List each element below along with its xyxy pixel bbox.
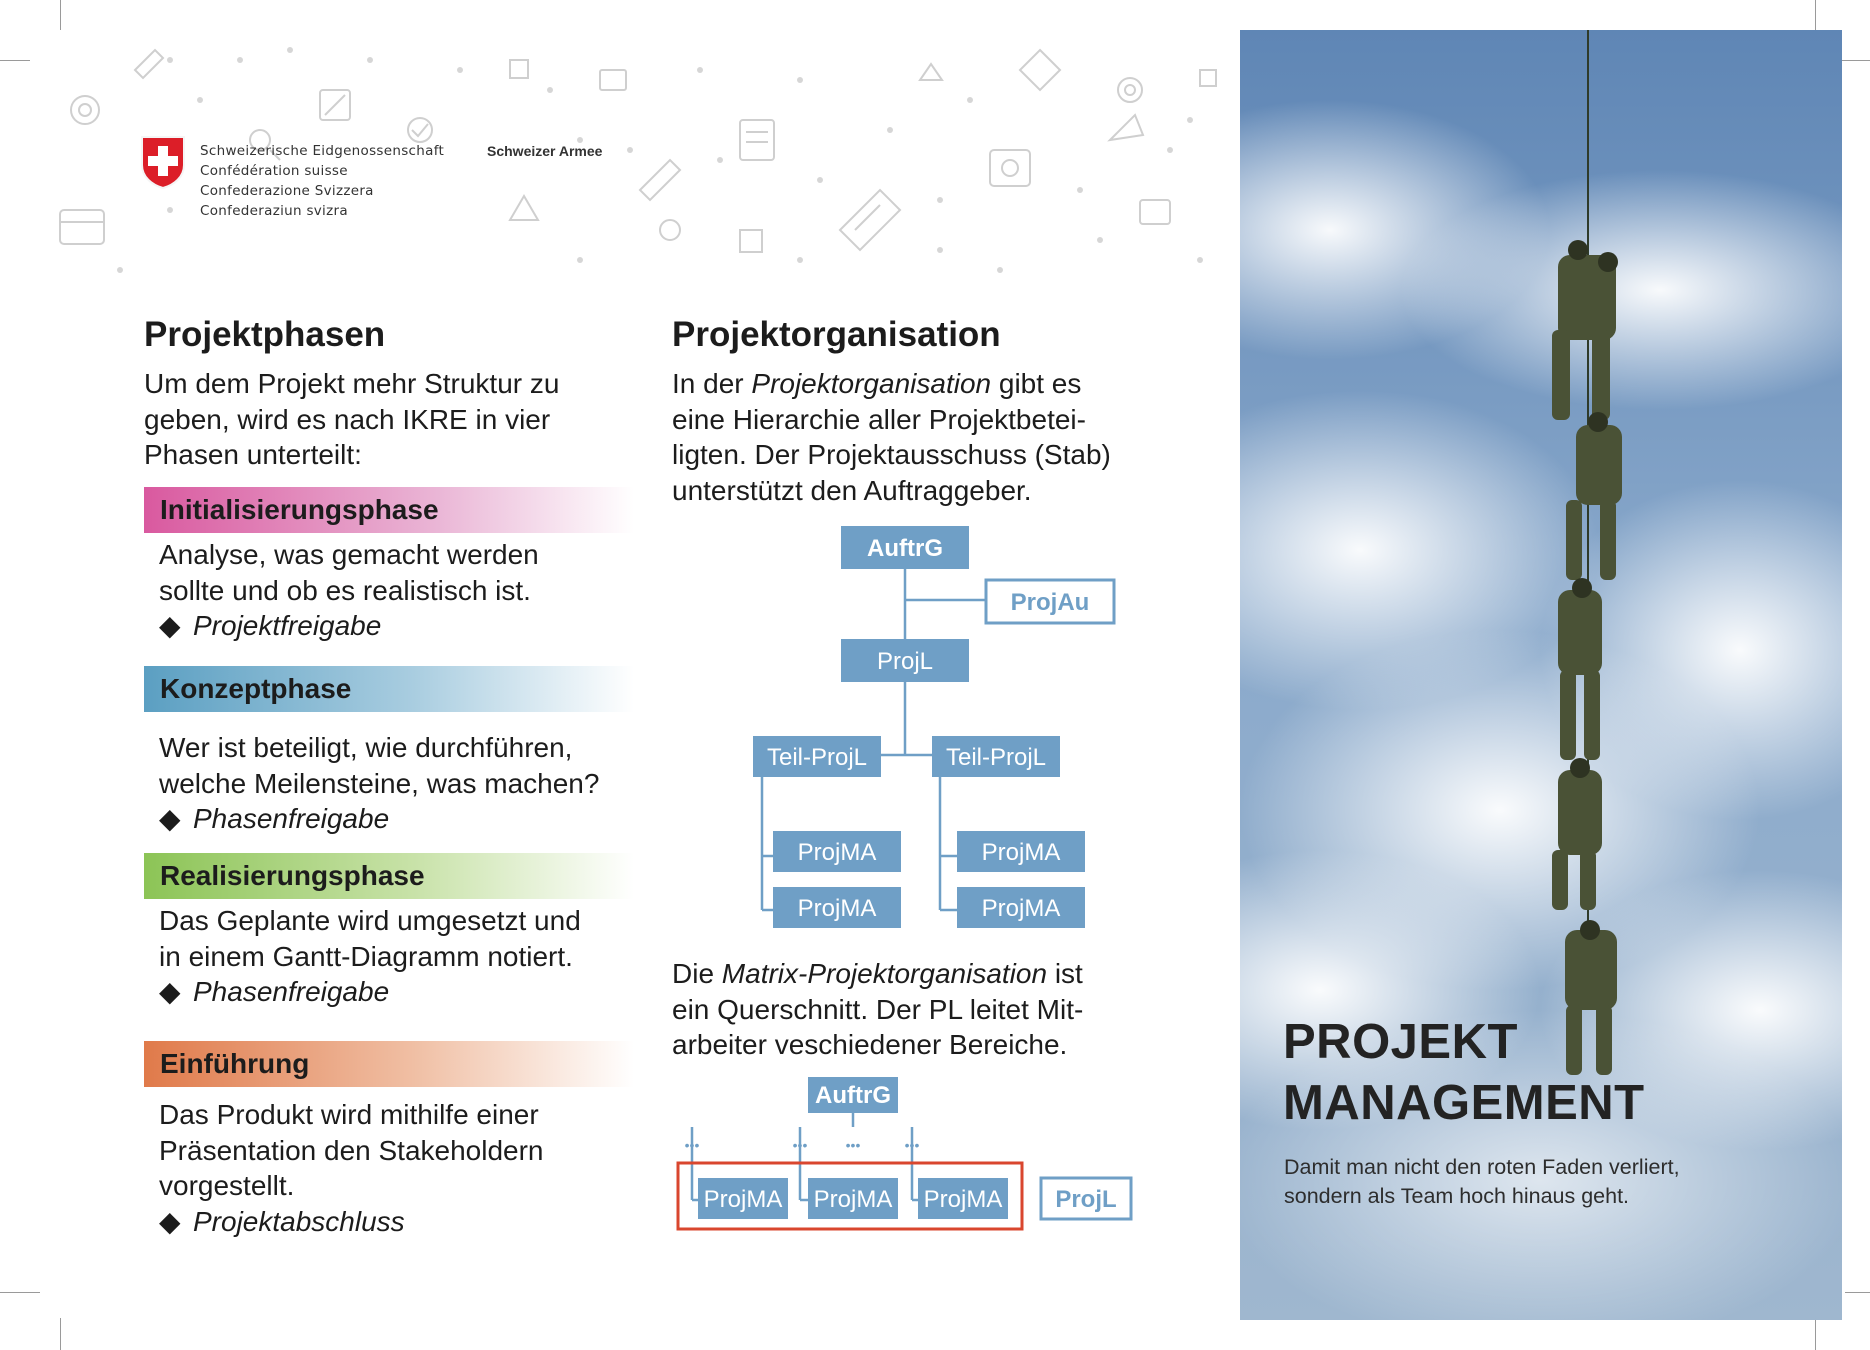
matrix-emphasis: Matrix-Projektorganisation xyxy=(721,958,1048,989)
matrix-dots: ••• xyxy=(845,1137,861,1153)
crop-mark xyxy=(1845,1292,1870,1293)
phase-gate-label: Projektfreigabe xyxy=(193,610,382,641)
phase-line: in einem Gantt-Diagramm notiert. xyxy=(159,940,573,972)
matrix-chart xyxy=(670,1070,1150,1240)
phase-block xyxy=(144,666,644,837)
teil-projl-label: Teil-ProjL xyxy=(766,744,868,771)
organisation-intro xyxy=(672,366,1152,508)
matrix-line: ein Querschnitt. Der PL leitet Mit- xyxy=(672,993,1084,1025)
matrix-projma-label: ProjMA xyxy=(703,1186,783,1213)
matrix-text: ist xyxy=(1047,958,1083,989)
phase-title: Initialisierungsphase xyxy=(144,487,634,533)
organisation-section xyxy=(672,310,1152,508)
phase-title: Einführung xyxy=(144,1041,634,1087)
phase-description xyxy=(144,537,644,644)
crop-mark xyxy=(1815,1318,1816,1350)
diamond-icon: ◆ xyxy=(159,1205,181,1237)
army-label: Schweizer Armee xyxy=(487,143,603,159)
projma-label: ProjMA xyxy=(981,895,1061,922)
phase-description xyxy=(144,730,644,837)
matrix-dots: ••• xyxy=(792,1137,808,1153)
cover-title-line: PROJEKT xyxy=(1283,1015,1518,1069)
phase-gate xyxy=(159,801,644,837)
phase-title: Realisierungsphase xyxy=(144,853,634,899)
intro-text: In der xyxy=(672,368,752,399)
phase-gate xyxy=(159,1204,644,1240)
phase-description xyxy=(144,1097,644,1239)
diamond-icon: ◆ xyxy=(159,803,181,834)
matrix-projma-label: ProjMA xyxy=(813,1186,893,1213)
matrix-dots: ••• xyxy=(904,1137,920,1153)
diamond-icon: ◆ xyxy=(159,610,181,641)
crop-mark xyxy=(0,60,30,61)
matrix-line: arbeiter veschiedener Bereiche. xyxy=(672,1029,1068,1060)
phases-heading: Projektphasen xyxy=(144,315,386,354)
phase-gate xyxy=(159,608,644,644)
cover-subtitle xyxy=(1284,1153,1784,1211)
phase-gate-label: Phasenfreigabe xyxy=(193,976,390,1007)
phase-line: Analyse, was gemacht werden xyxy=(159,539,539,570)
crop-mark xyxy=(1840,60,1870,61)
crop-mark xyxy=(1815,0,1816,30)
confederation-line: Confederaziun svizra xyxy=(200,203,348,219)
matrix-auftrg-label: AuftrG xyxy=(815,1082,891,1109)
matrix-line xyxy=(672,956,1152,992)
intro-text: gibt es xyxy=(991,368,1082,399)
projma-label: ProjMA xyxy=(981,839,1061,866)
phase-gate xyxy=(159,974,644,1010)
phase-line: welche Meilensteine, was machen? xyxy=(159,767,600,799)
phase-line: Wer ist beteiligt, wie durchführen, xyxy=(159,732,573,763)
matrix-text: Die xyxy=(672,958,722,989)
matrix-description xyxy=(672,956,1152,1063)
teil-projl-label: Teil-ProjL xyxy=(945,744,1047,771)
projl-label: ProjL xyxy=(876,648,934,675)
projma-label: ProjMA xyxy=(797,839,877,866)
phase-block xyxy=(144,1041,644,1239)
crop-mark xyxy=(0,1292,40,1293)
matrix-projma-label: ProjMA xyxy=(923,1186,1003,1213)
phase-line: Das Geplante wird umgesetzt und xyxy=(159,905,581,936)
org-chart xyxy=(672,520,1152,940)
confederation-line: Schweizerische Eidgenossenschaft xyxy=(200,143,445,159)
intro-line: ligten. Der Projektausschuss (Stab) xyxy=(672,439,1111,470)
intro-line xyxy=(672,366,1152,402)
crop-mark xyxy=(60,1318,61,1350)
cover-title xyxy=(1283,1012,1645,1134)
crop-mark xyxy=(60,0,61,30)
intro-line: unterstützt den Auftraggeber. xyxy=(672,474,1032,506)
intro-line: eine Hierarchie aller Projektbetei- xyxy=(672,403,1086,435)
matrix-projl-label: ProjL xyxy=(1055,1186,1117,1213)
phase-gate-label: Phasenfreigabe xyxy=(193,803,390,834)
phase-title: Konzeptphase xyxy=(144,666,634,712)
intro-emphasis: Projektorganisation xyxy=(751,368,992,399)
organisation-heading: Projektorganisation xyxy=(672,315,1001,354)
phase-block xyxy=(144,487,644,644)
phases-section xyxy=(144,310,644,473)
phase-gate-label: Projektabschluss xyxy=(193,1205,405,1237)
confederation-names xyxy=(200,141,490,221)
projau-label: ProjAu xyxy=(1010,589,1090,616)
phase-line: Präsentation den Stakeholdern xyxy=(159,1134,544,1166)
phases-intro: Um dem Projekt mehr Struktur zu geben, wird es nach IKRE in vier Phasen unterteilt: xyxy=(144,368,560,470)
confederation-line: Confédération suisse xyxy=(200,163,348,179)
matrix-dots: ••• xyxy=(684,1137,700,1153)
projma-label: ProjMA xyxy=(797,895,877,922)
auftrg-label: AuftrG xyxy=(867,535,943,562)
diamond-icon: ◆ xyxy=(159,976,181,1007)
phase-line: sollte und ob es realistisch ist. xyxy=(159,574,531,606)
cover-subtitle-line: Damit man nicht den roten Faden verliert, xyxy=(1284,1155,1680,1179)
cover-subtitle-line: sondern als Team hoch hinaus geht. xyxy=(1284,1184,1630,1208)
cover-title-line: MANAGEMENT xyxy=(1283,1076,1645,1130)
phase-description xyxy=(144,903,644,1010)
swiss-shield-icon xyxy=(140,135,186,189)
phase-block xyxy=(144,853,644,1010)
phase-line: Das Produkt wird mithilfe einer xyxy=(159,1099,539,1130)
phase-line: vorgestellt. xyxy=(159,1170,295,1201)
confederation-line: Confederazione Svizzera xyxy=(200,183,374,199)
